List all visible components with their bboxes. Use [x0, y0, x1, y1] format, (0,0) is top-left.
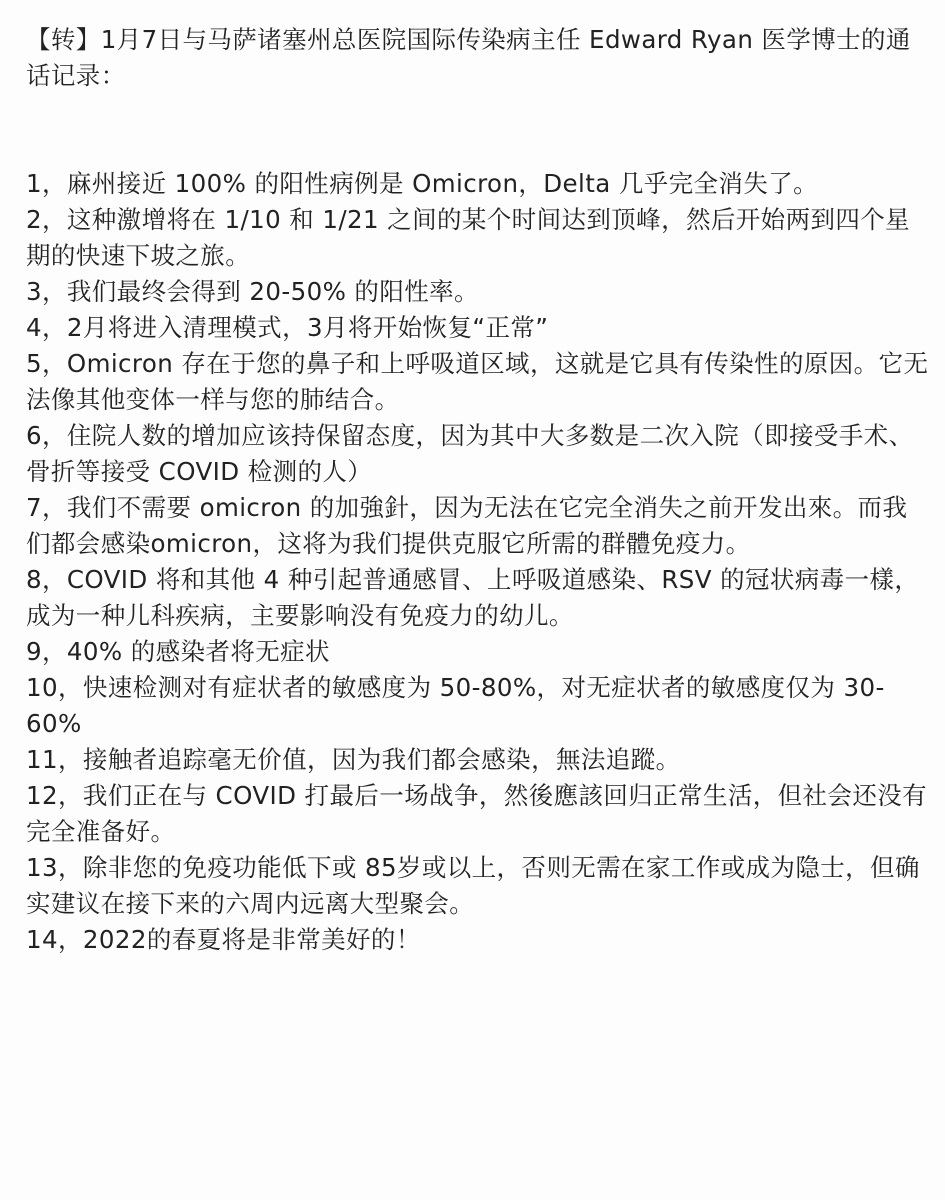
list-item-4: 4，2月将进入清理模式，3月将开始恢复“正常”: [26, 313, 549, 342]
list-item-1: 1，麻州接近 100% 的阳性病例是 Omicron，Delta 几乎完全消失了。: [26, 169, 819, 198]
list-item-3: 3，我们最终会得到 20-50% 的阳性率。: [26, 277, 479, 306]
list-item-7: 7，我们不需要 omicron 的加強針，因为无法在它完全消失之前开发出來。而我们都会感染omicron，这将为我们提供克服它所需的群體免疫力。: [26, 493, 908, 558]
list-item-10: 10，快速检测对有症状者的敏感度为 50-80%，对无症状者的敏感度仅为 30-60%: [26, 673, 885, 738]
list-item-11: 11，接触者追踪毫无价值，因为我们都会感染，無法追蹤。: [26, 745, 681, 774]
list-item-6: 6，住院人数的增加应该持保留态度，因为其中大多数是二次入院（即接受手术、骨折等接受 COVID 检测的人）: [26, 421, 914, 486]
intro-paragraph: 【转】1月7日与马萨诸塞州总医院国际传染病主任 Edward Ryan 医学博士的通话记录：: [26, 25, 911, 90]
list-item-12: 12，我们正在与 COVID 打最后一场战争，然後應該回归正常生活，但社会还没有完全准备好。: [26, 781, 928, 846]
list-item-13: 13，除非您的免疫功能低下或 85岁或以上，否则无需在家工作或成为隐士，但确实建议在接下来的六周内远离大型聚会。: [26, 853, 920, 918]
list-item-14: 14，2022的春夏将是非常美好的！: [26, 925, 421, 954]
list-item-5: 5，Omicron 存在于您的鼻子和上呼吸道区域，这就是它具有传染性的原因。它无法像其他变体一样与您的肺结合。: [26, 349, 929, 414]
list-item-8: 8，COVID 将和其他 4 种引起普通感冒、上呼吸道感染、RSV 的冠状病毒一樣，成为一种儿科疾病，主要影响没有免疫力的幼儿。: [26, 565, 920, 630]
numbered-list: [26, 166, 929, 958]
list-item-9: 9，40% 的感染者将无症状: [26, 637, 330, 666]
list-item-2: 2，这种激增将在 1/10 和 1/21 之间的某个时间达到顶峰，然后开始两到四个星期的快速下坡之旅。: [26, 205, 911, 270]
